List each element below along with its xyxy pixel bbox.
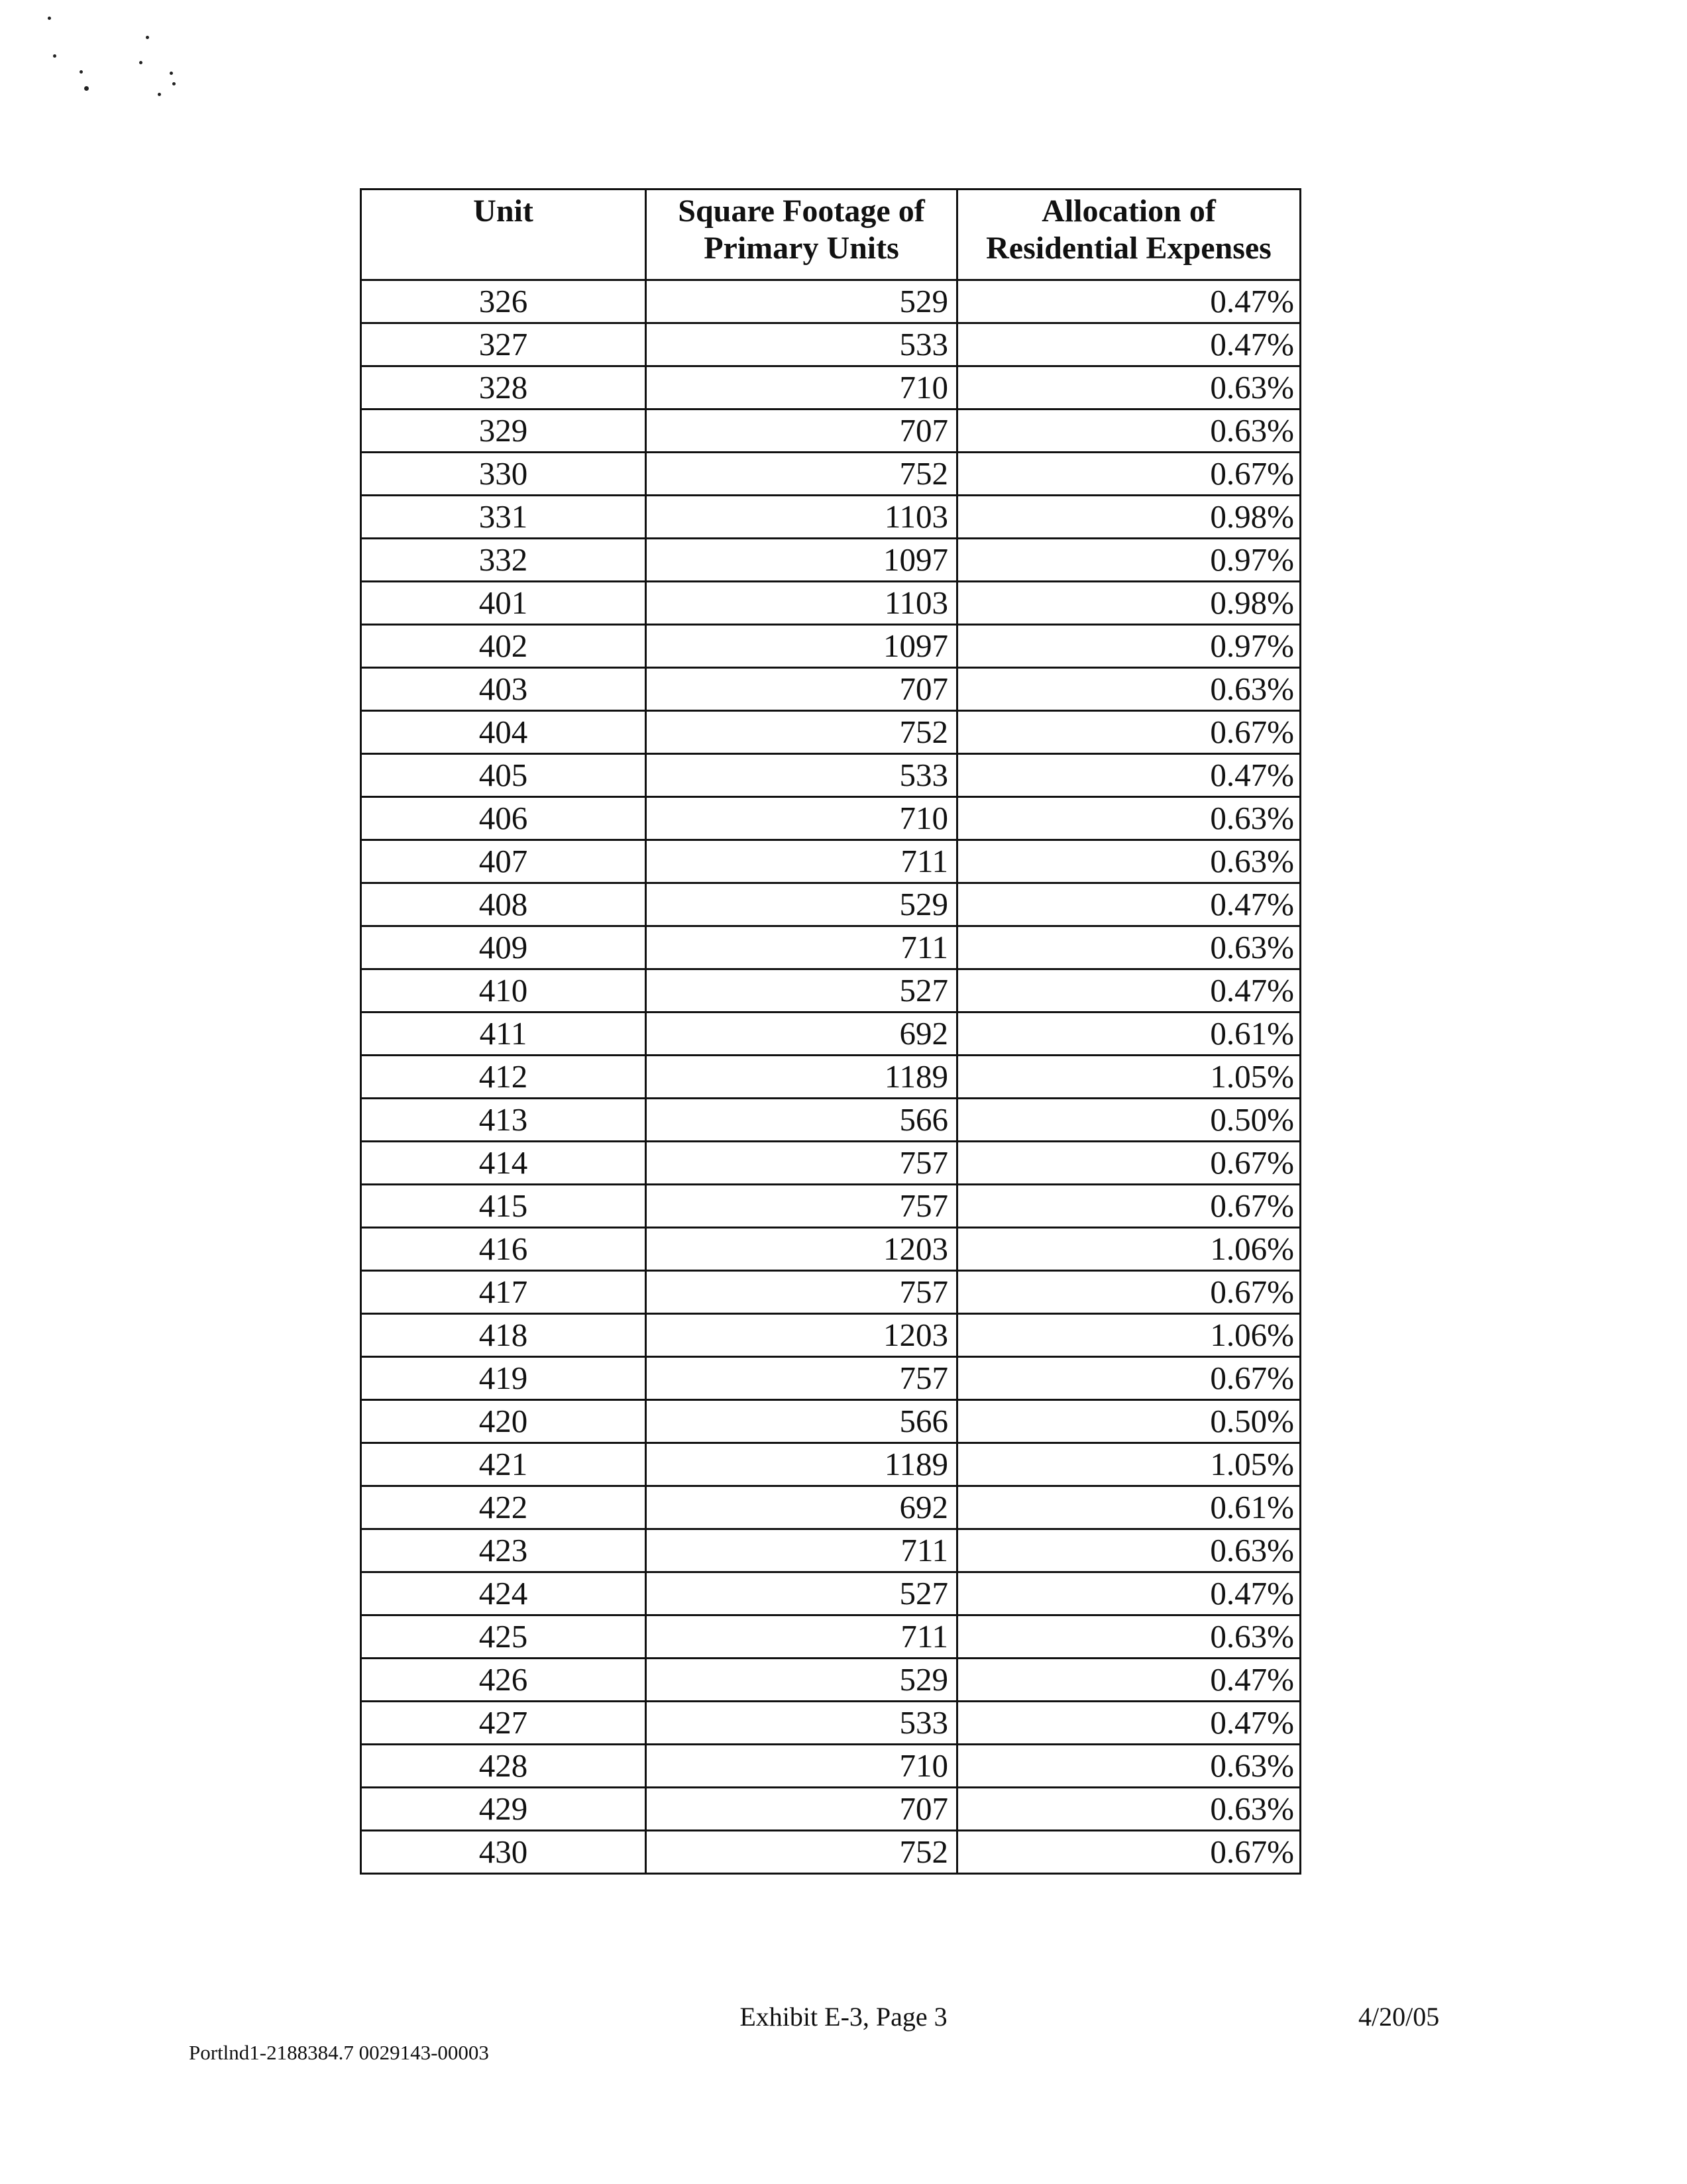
cell-unit: 401	[361, 582, 646, 625]
cell-square-footage: 533	[646, 323, 957, 366]
table-row	[361, 1486, 1301, 1529]
table-row	[361, 1788, 1301, 1831]
cell-allocation: 1.05%	[957, 1056, 1301, 1099]
table-row	[361, 366, 1301, 410]
cell-square-footage: 533	[646, 1702, 957, 1745]
cell-allocation: 1.06%	[957, 1228, 1301, 1271]
cell-allocation: 0.47%	[957, 1572, 1301, 1615]
table-row	[361, 754, 1301, 797]
cell-allocation: 0.63%	[957, 410, 1301, 453]
cell-unit: 425	[361, 1615, 646, 1659]
cell-square-footage: 529	[646, 883, 957, 926]
table-row	[361, 1831, 1301, 1874]
cell-square-footage: 710	[646, 797, 957, 840]
page-label: Exhibit E-3, Page 3	[739, 2002, 948, 2032]
cell-allocation: 0.47%	[957, 969, 1301, 1012]
cell-square-footage: 533	[646, 754, 957, 797]
cell-unit: 424	[361, 1572, 646, 1615]
cell-allocation: 1.06%	[957, 1314, 1301, 1357]
table-row	[361, 1099, 1301, 1142]
cell-square-footage: 707	[646, 668, 957, 711]
cell-square-footage: 711	[646, 1615, 957, 1659]
cell-square-footage: 529	[646, 1659, 957, 1702]
cell-allocation: 0.67%	[957, 711, 1301, 754]
table-row	[361, 1745, 1301, 1788]
table-row	[361, 883, 1301, 926]
cell-allocation: 0.61%	[957, 1012, 1301, 1056]
table-row	[361, 582, 1301, 625]
table-row	[361, 1185, 1301, 1228]
allocation-table	[360, 188, 1301, 1875]
table-row	[361, 926, 1301, 969]
table-row	[361, 1271, 1301, 1314]
cell-unit: 423	[361, 1529, 646, 1572]
cell-unit: 329	[361, 410, 646, 453]
cell-unit: 430	[361, 1831, 646, 1874]
table-row	[361, 1615, 1301, 1659]
cell-unit: 407	[361, 840, 646, 883]
cell-allocation: 0.63%	[957, 926, 1301, 969]
cell-square-footage: 711	[646, 840, 957, 883]
table-row	[361, 1443, 1301, 1486]
cell-allocation: 0.63%	[957, 840, 1301, 883]
table-row	[361, 1228, 1301, 1271]
table-row	[361, 496, 1301, 539]
cell-allocation: 0.98%	[957, 582, 1301, 625]
table-row	[361, 668, 1301, 711]
cell-allocation: 0.63%	[957, 1529, 1301, 1572]
cell-unit: 420	[361, 1400, 646, 1443]
cell-unit: 417	[361, 1271, 646, 1314]
cell-square-footage: 529	[646, 280, 957, 323]
cell-unit: 402	[361, 625, 646, 668]
table-row	[361, 453, 1301, 496]
cell-unit: 406	[361, 797, 646, 840]
cell-allocation: 0.50%	[957, 1400, 1301, 1443]
table-row	[361, 1572, 1301, 1615]
cell-unit: 404	[361, 711, 646, 754]
cell-square-footage: 710	[646, 1745, 957, 1788]
cell-allocation: 0.47%	[957, 280, 1301, 323]
cell-allocation: 0.63%	[957, 366, 1301, 410]
cell-allocation: 0.67%	[957, 1831, 1301, 1874]
cell-square-footage: 711	[646, 1529, 957, 1572]
cell-unit: 414	[361, 1142, 646, 1185]
table-row	[361, 1314, 1301, 1357]
cell-unit: 418	[361, 1314, 646, 1357]
cell-square-footage: 757	[646, 1271, 957, 1314]
cell-square-footage: 707	[646, 410, 957, 453]
cell-allocation: 0.63%	[957, 1745, 1301, 1788]
cell-unit: 327	[361, 323, 646, 366]
table-row	[361, 1142, 1301, 1185]
cell-square-footage: 1189	[646, 1443, 957, 1486]
cell-square-footage: 757	[646, 1142, 957, 1185]
table-row	[361, 1012, 1301, 1056]
cell-square-footage: 692	[646, 1012, 957, 1056]
cell-square-footage: 1203	[646, 1314, 957, 1357]
cell-unit: 332	[361, 539, 646, 582]
cell-allocation: 0.47%	[957, 883, 1301, 926]
header-allocation: Allocation of Residential Expenses	[957, 190, 1301, 280]
cell-allocation: 0.97%	[957, 539, 1301, 582]
cell-unit: 427	[361, 1702, 646, 1745]
header-square-footage: Square Footage of Primary Units	[646, 190, 957, 280]
cell-allocation: 0.47%	[957, 1659, 1301, 1702]
table-row	[361, 410, 1301, 453]
table-row	[361, 323, 1301, 366]
cell-square-footage: 757	[646, 1185, 957, 1228]
cell-square-footage: 711	[646, 926, 957, 969]
cell-square-footage: 752	[646, 453, 957, 496]
cell-square-footage: 710	[646, 366, 957, 410]
cell-square-footage: 1189	[646, 1056, 957, 1099]
cell-unit: 409	[361, 926, 646, 969]
cell-square-footage: 1097	[646, 625, 957, 668]
header-unit: Unit	[361, 190, 646, 280]
table-row	[361, 1659, 1301, 1702]
table-row	[361, 280, 1301, 323]
cell-unit: 328	[361, 366, 646, 410]
cell-square-footage: 707	[646, 1788, 957, 1831]
cell-unit: 415	[361, 1185, 646, 1228]
cell-allocation: 0.61%	[957, 1486, 1301, 1529]
cell-square-footage: 1097	[646, 539, 957, 582]
cell-allocation: 0.67%	[957, 1271, 1301, 1314]
table-row	[361, 1702, 1301, 1745]
table-header-row	[361, 190, 1301, 280]
cell-allocation: 0.63%	[957, 668, 1301, 711]
cell-square-footage: 527	[646, 969, 957, 1012]
cell-allocation: 0.47%	[957, 323, 1301, 366]
document-date: 4/20/05	[1358, 2002, 1440, 2032]
cell-square-footage: 692	[646, 1486, 957, 1529]
cell-allocation: 0.98%	[957, 496, 1301, 539]
cell-allocation: 0.47%	[957, 1702, 1301, 1745]
table-body	[361, 280, 1301, 1874]
table-row	[361, 797, 1301, 840]
cell-allocation: 0.67%	[957, 1142, 1301, 1185]
document-id: Portlnd1-2188384.7 0029143-00003	[189, 2041, 489, 2064]
cell-square-footage: 1203	[646, 1228, 957, 1271]
cell-unit: 408	[361, 883, 646, 926]
table-row	[361, 1357, 1301, 1400]
table-row	[361, 625, 1301, 668]
cell-allocation: 0.50%	[957, 1099, 1301, 1142]
cell-unit: 403	[361, 668, 646, 711]
cell-allocation: 0.63%	[957, 1788, 1301, 1831]
cell-unit: 429	[361, 1788, 646, 1831]
cell-allocation: 0.67%	[957, 1185, 1301, 1228]
table-row	[361, 969, 1301, 1012]
cell-square-footage: 527	[646, 1572, 957, 1615]
cell-unit: 428	[361, 1745, 646, 1788]
cell-square-footage: 566	[646, 1099, 957, 1142]
cell-unit: 412	[361, 1056, 646, 1099]
cell-allocation: 0.67%	[957, 453, 1301, 496]
cell-unit: 426	[361, 1659, 646, 1702]
cell-square-footage: 566	[646, 1400, 957, 1443]
cell-square-footage: 1103	[646, 582, 957, 625]
cell-unit: 416	[361, 1228, 646, 1271]
cell-unit: 326	[361, 280, 646, 323]
cell-unit: 331	[361, 496, 646, 539]
table-row	[361, 1400, 1301, 1443]
cell-square-footage: 1103	[646, 496, 957, 539]
table-row	[361, 840, 1301, 883]
cell-unit: 411	[361, 1012, 646, 1056]
cell-allocation: 0.63%	[957, 797, 1301, 840]
cell-unit: 413	[361, 1099, 646, 1142]
cell-allocation: 1.05%	[957, 1443, 1301, 1486]
cell-allocation: 0.97%	[957, 625, 1301, 668]
table-row	[361, 539, 1301, 582]
cell-unit: 419	[361, 1357, 646, 1400]
table-row	[361, 1529, 1301, 1572]
cell-unit: 410	[361, 969, 646, 1012]
cell-square-footage: 757	[646, 1357, 957, 1400]
cell-allocation: 0.47%	[957, 754, 1301, 797]
cell-unit: 405	[361, 754, 646, 797]
table-row	[361, 1056, 1301, 1099]
cell-unit: 421	[361, 1443, 646, 1486]
cell-square-footage: 752	[646, 1831, 957, 1874]
table-row	[361, 711, 1301, 754]
cell-square-footage: 752	[646, 711, 957, 754]
cell-unit: 422	[361, 1486, 646, 1529]
scan-specks	[40, 13, 199, 106]
cell-unit: 330	[361, 453, 646, 496]
cell-allocation: 0.63%	[957, 1615, 1301, 1659]
cell-allocation: 0.67%	[957, 1357, 1301, 1400]
